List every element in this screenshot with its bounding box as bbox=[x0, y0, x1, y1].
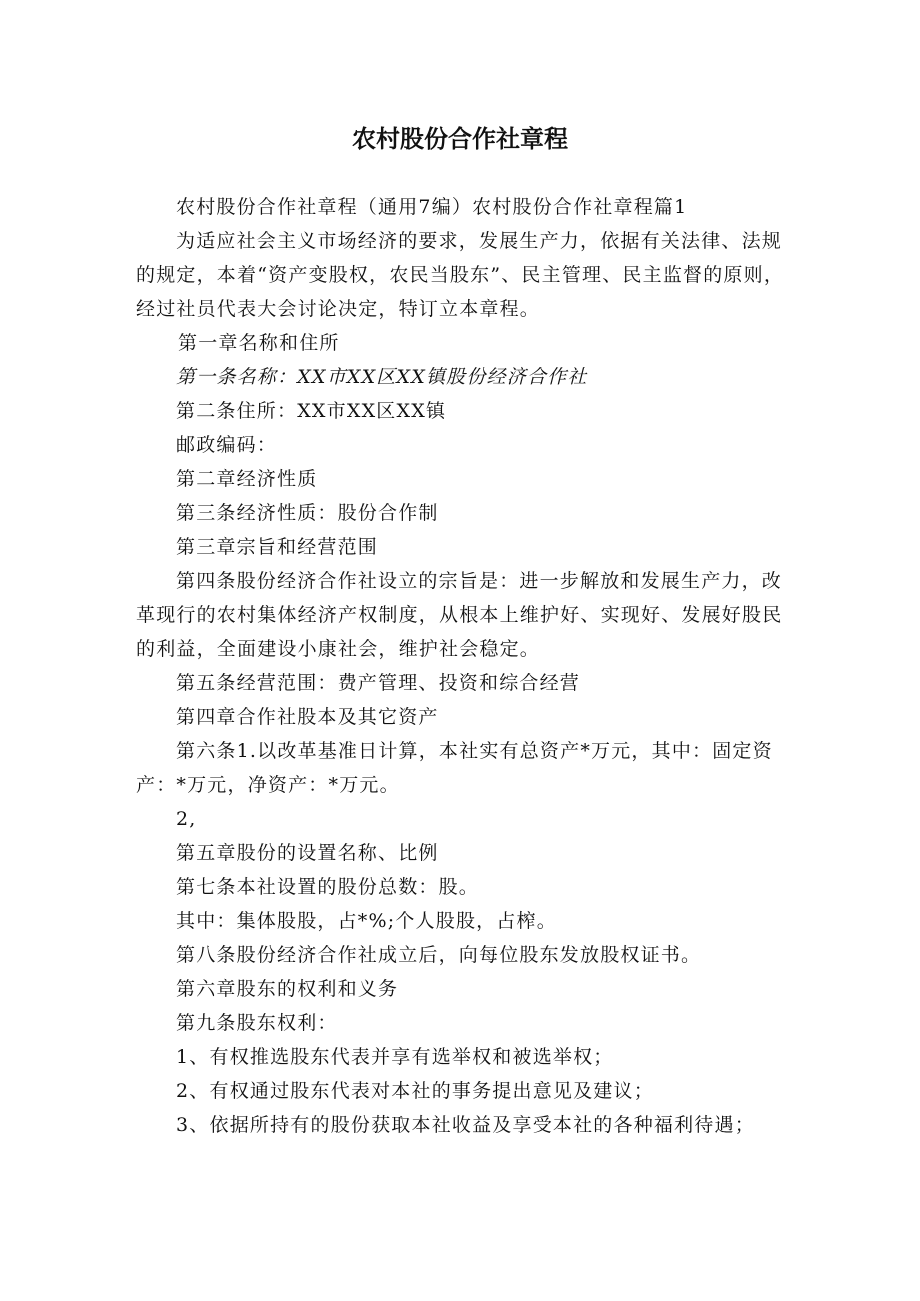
intro-paragraph: 为适应社会主义市场经济的要求，发展生产力，依据有关法律、法规的规定，本着“资产变股权，农民当股东”、民主管理、民主监督的原则，经过社员代表大会讨论决定，特订立本章程。 bbox=[136, 230, 785, 320]
article-4: 第四条股份经济合作社设立的宗旨是：进一步解放和发展生产力，改革现行的农村集体经济产权制度，从根本上维护好、实现好、发展好股民的利益，全面建设小康社会，维护社会稳定。 bbox=[136, 570, 783, 660]
article-6: 第六条1.以改革基准日计算，本社实有总资产*万元，其中：固定资产：*万元，净资产：*万元。 bbox=[136, 740, 773, 796]
article-2: 第二条住所：XX市XX区XX镇 bbox=[176, 400, 447, 422]
article-9: 第九条股东权利： bbox=[176, 1012, 338, 1034]
shareholder-right-1: 1、有权推选股东代表并享有选举权和被选举权； bbox=[176, 1046, 614, 1068]
article-6-item-2: 2, bbox=[176, 808, 197, 830]
shareholder-right-2: 2、有权通过股东代表对本社的事务提出意见及建议； bbox=[176, 1080, 654, 1102]
chapter-6-heading: 第六章股东的权利和义务 bbox=[176, 978, 399, 1000]
postcode-line: 邮政编码： bbox=[176, 434, 278, 456]
document-subtitle: 农村股份合作社章程（通用7编）农村股份合作社章程篇1 bbox=[176, 196, 688, 218]
shareholder-right-3: 3、依据所持有的股份获取本社收益及享受本社的各种福利待遇； bbox=[176, 1114, 755, 1136]
article-7-detail: 其中：集体股股，占*%;个人股股，占榨。 bbox=[176, 910, 557, 932]
chapter-5-heading: 第五章股份的设置名称、比例 bbox=[176, 842, 439, 864]
chapter-2-heading: 第二章经济性质 bbox=[176, 468, 318, 490]
article-3: 第三条经济性质：股份合作制 bbox=[176, 502, 439, 524]
article-5: 第五条经营范围：费产管理、投资和综合经营 bbox=[176, 672, 581, 694]
article-1: 第一条名称：XX市XX区XX镇股份经济合作社 bbox=[176, 366, 588, 388]
chapter-4-heading: 第四章合作社股本及其它资产 bbox=[176, 706, 439, 728]
chapter-3-heading: 第三章宗旨和经营范围 bbox=[176, 536, 379, 558]
document-title: 农村股份合作社章程 bbox=[352, 125, 568, 153]
chapter-1-heading: 第一章名称和住所 bbox=[178, 332, 340, 354]
article-7: 第七条本社设置的股份总数：股。 bbox=[176, 876, 480, 898]
article-8: 第八条股份经济合作社成立后，向每位股东发放股权证书。 bbox=[176, 944, 702, 966]
